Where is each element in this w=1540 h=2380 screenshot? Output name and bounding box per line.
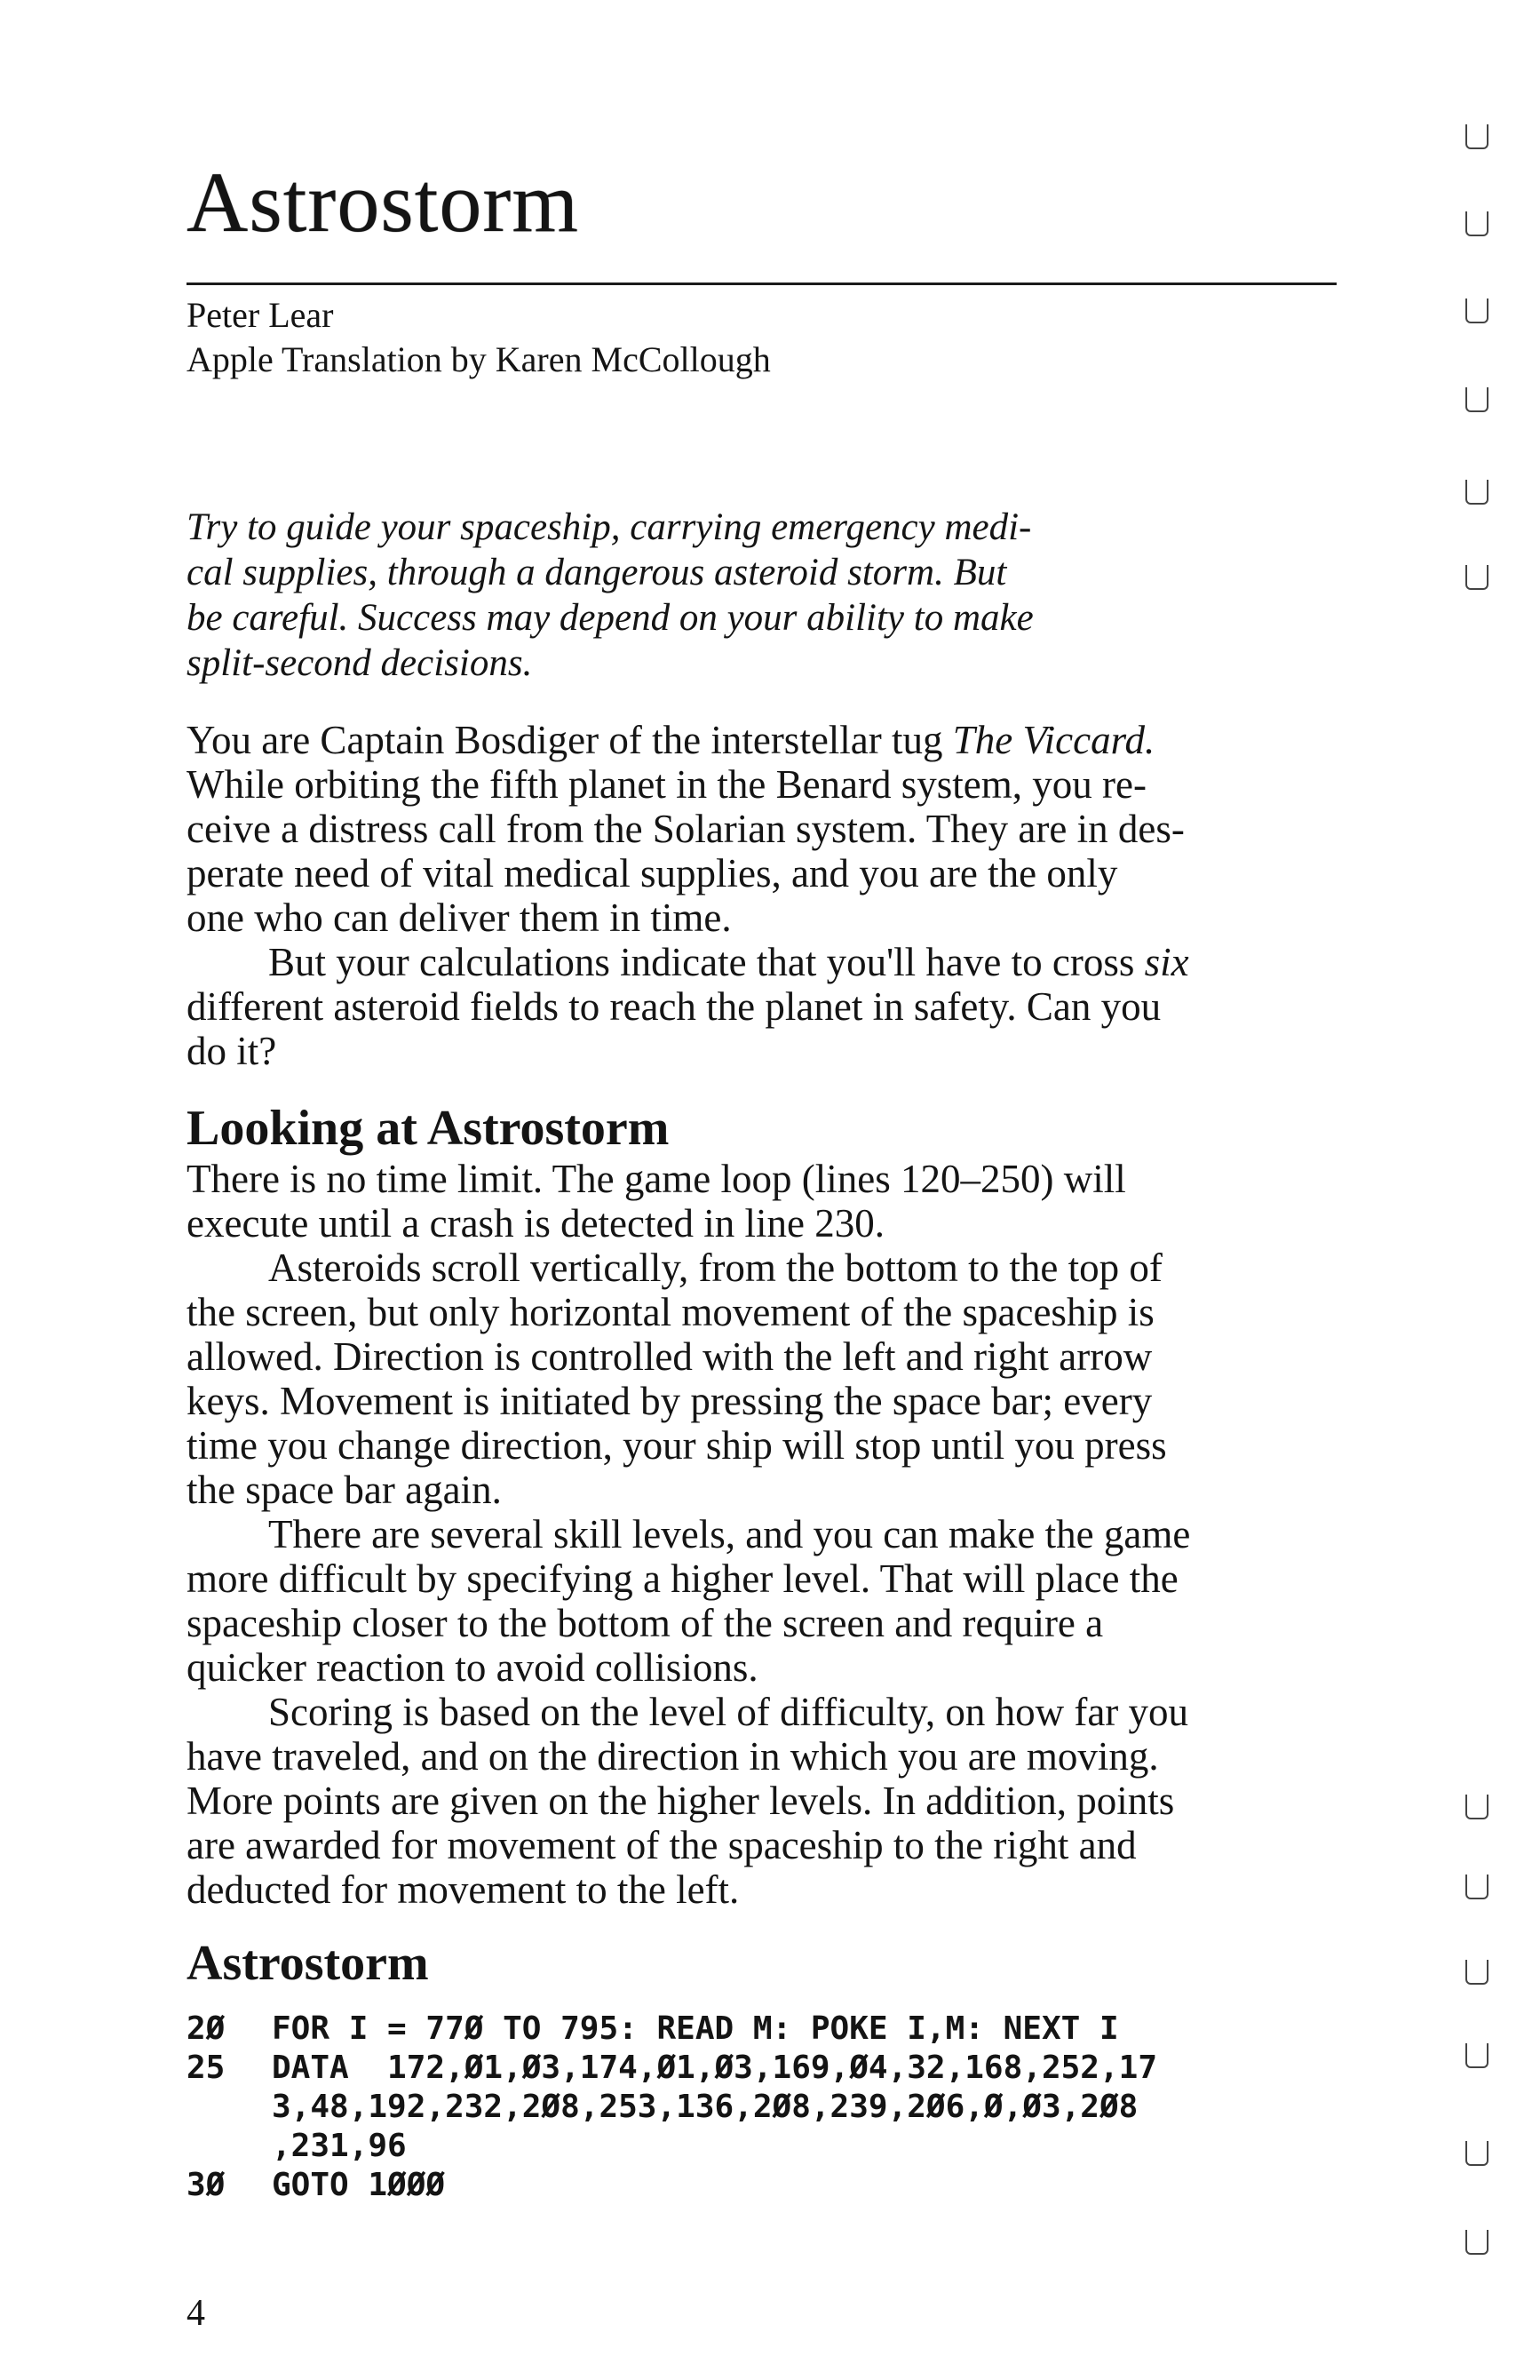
intro-line: Try to guide your spaceship, carrying emergency medi-: [187, 506, 1032, 548]
text-line: There are several skill levels, and you can make the game: [268, 1512, 1191, 1556]
line-number: 2Ø: [187, 2010, 226, 2047]
intro-line: cal supplies, through a dangerous asteroid storm. But: [187, 552, 1007, 593]
text-line: More points are given on the higher levels. In addition, points: [187, 1779, 1175, 1823]
binding-mark: [1465, 124, 1488, 149]
text-line: perate need of vital medical supplies, and you are the only: [187, 851, 1118, 895]
story-paragraph-1: [187, 718, 1359, 1073]
section1-body: [187, 1157, 1359, 1912]
code-line-30: [187, 2166, 1157, 2205]
text-line: more difficult by specifying a higher level. That will place the: [187, 1556, 1179, 1601]
code-continuation: ,231,96: [272, 2128, 407, 2164]
code-text: FOR I = 77Ø TO 795: READ M: POKE I,M: NEXT I: [272, 2010, 1119, 2047]
text-line: quicker reaction to avoid collisions.: [187, 1645, 758, 1690]
page-number: 4: [187, 2293, 205, 2334]
ship-name: The Viccard.: [952, 718, 1155, 762]
article-title: Astrostorm: [187, 155, 579, 250]
text-line: deducted for movement to the left.: [187, 1867, 740, 1912]
intro-line: be careful. Success may depend on your ability to make: [187, 597, 1034, 639]
text-line: While orbiting the fifth planet in the Benard system, you re-: [187, 762, 1147, 807]
binding-mark: [1465, 211, 1488, 236]
section-heading-looking: Looking at Astrostorm: [187, 1101, 670, 1156]
translator-credit: Apple Translation by Karen McCollough: [187, 339, 771, 379]
text-line: the screen, but only horizontal movement of the spaceship is: [187, 1290, 1155, 1334]
emphasis-six: six: [1144, 940, 1189, 984]
text-line: [187, 940, 1359, 984]
text-line: Scoring is based on the level of difficulty, on how far you: [268, 1690, 1189, 1734]
text-line: keys. Movement is initiated by pressing the space bar; every: [187, 1379, 1153, 1423]
section-heading-listing: Astrostorm: [187, 1936, 429, 1991]
text-line: different asteroid fields to reach the planet in safety. Can you: [187, 984, 1162, 1029]
text-line: Asteroids scroll vertically, from the bottom to the top of: [268, 1246, 1163, 1290]
code-line-25: [187, 2049, 1157, 2088]
binding-mark: [1465, 387, 1488, 412]
text-run: But your calculations indicate that you'll have to cross: [268, 940, 1145, 984]
binding-mark: [1465, 2043, 1488, 2068]
binding-mark: [1465, 298, 1488, 323]
text-line: are awarded for movement of the spaceship to the right and: [187, 1823, 1137, 1867]
code-text: DATA 172,Ø1,Ø3,174,Ø1,Ø3,169,Ø4,32,168,252,17: [272, 2050, 1157, 2086]
text-line: [187, 718, 1359, 762]
text-line: do it?: [187, 1029, 277, 1073]
author-name: Peter Lear: [187, 295, 334, 335]
text-line: the space bar again.: [187, 1468, 502, 1512]
line-number: 25: [187, 2050, 226, 2086]
text-line: ceive a distress call from the Solarian system. They are in des-: [187, 807, 1185, 851]
binding-mark: [1465, 2141, 1488, 2166]
text-line: one who can deliver them in time.: [187, 895, 732, 940]
code-line-20: [187, 2010, 1157, 2049]
binding-mark: [1465, 1875, 1488, 1899]
title-rule: [187, 283, 1337, 285]
binding-mark: [1465, 565, 1488, 590]
text-line: execute until a crash is detected in line 230.: [187, 1201, 885, 1246]
text-line: allowed. Direction is controlled with the left and right arrow: [187, 1334, 1153, 1379]
text-line: There is no time limit. The game loop (lines 120–250) will: [187, 1157, 1126, 1201]
byline: [187, 293, 771, 382]
binding-mark: [1465, 480, 1488, 505]
code-continuation: 3,48,192,232,2Ø8,253,136,2Ø8,239,2Ø6,Ø,Ø3,2Ø8: [272, 2089, 1139, 2125]
binding-mark: [1465, 1795, 1488, 1819]
text-line: spaceship closer to the bottom of the screen and require a: [187, 1601, 1104, 1645]
text-line: have traveled, and on the direction in which you are moving.: [187, 1734, 1159, 1779]
line-number: 3Ø: [187, 2167, 226, 2203]
intro-paragraph: [187, 505, 1128, 686]
binding-mark: [1465, 1960, 1488, 1985]
basic-listing: [187, 2010, 1157, 2205]
code-text: GOTO 1ØØØ: [272, 2167, 446, 2203]
binding-mark: [1465, 2230, 1488, 2255]
text-line: time you change direction, your ship will stop until you press: [187, 1423, 1167, 1468]
binding-hole-marks: [1465, 0, 1519, 2380]
intro-line: split-second decisions.: [187, 642, 533, 684]
text-run: You are Captain Bosdiger of the interstellar tug: [187, 718, 953, 762]
